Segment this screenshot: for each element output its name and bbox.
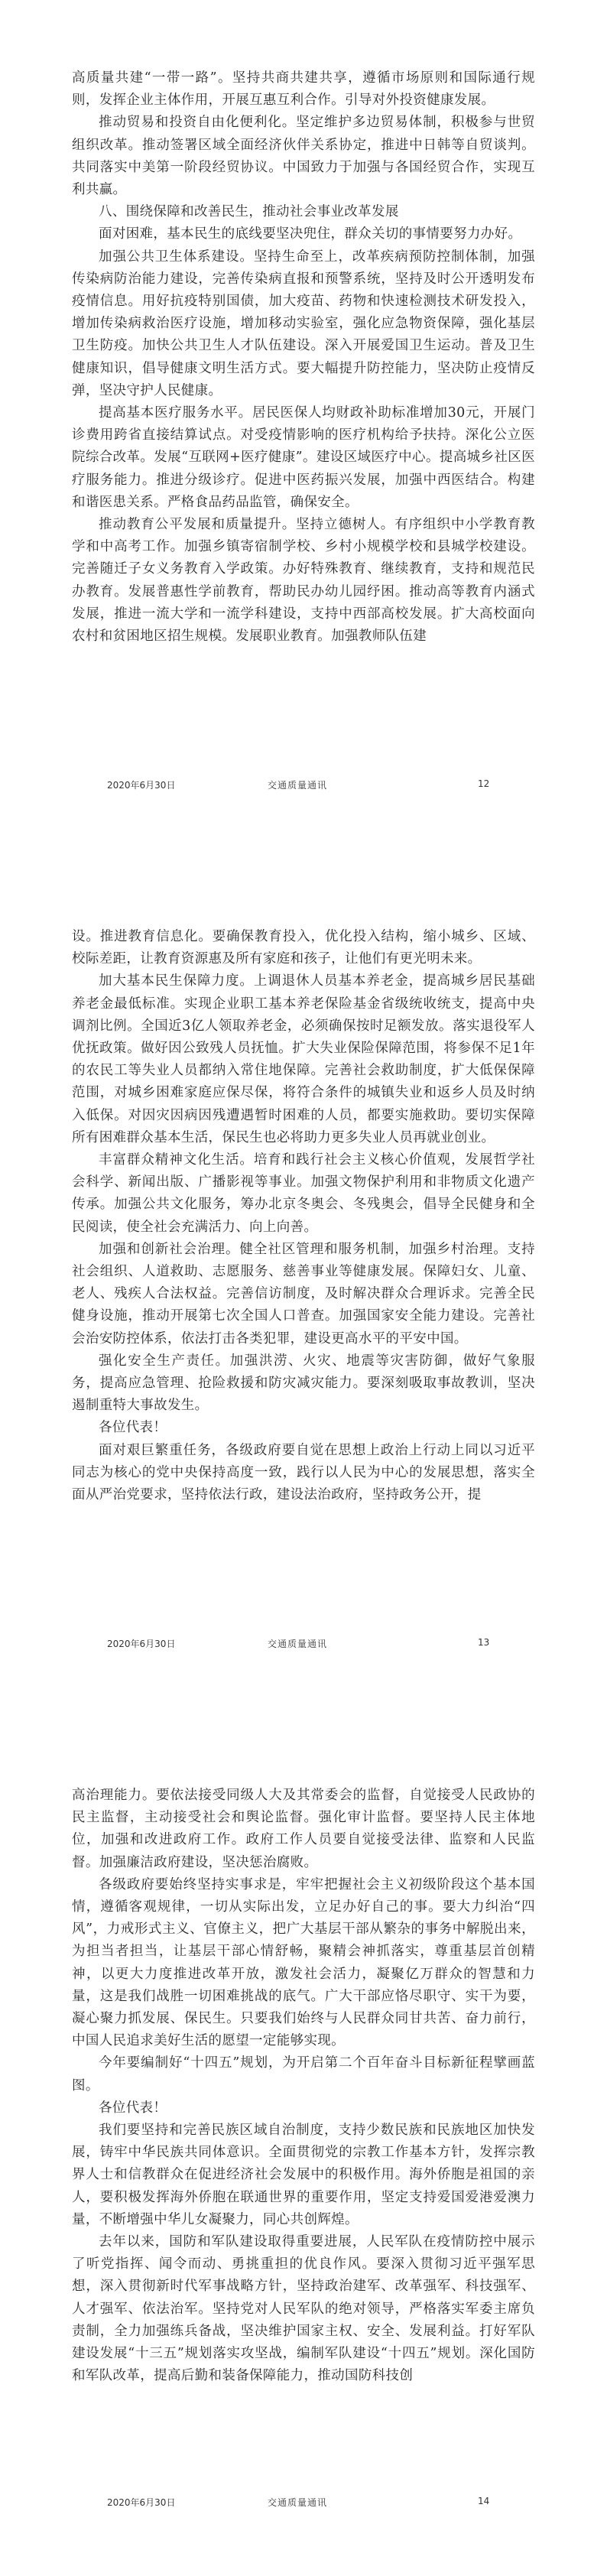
footer-date: 2020年6月30日 — [107, 780, 176, 791]
page-number: 12 — [478, 778, 490, 789]
page-body — [72, 67, 535, 648]
paragraph: 加大基本民生保障力度。上调退休人员基本养老金，提高城乡居民基础养老金最低标准。实现企业职工基本养老保险基金省级统收统支，提高中央调剂比例。全国近3亿人领取养老金，必须确保按时足额发放。落实退役军人优抚政策。做好因公致残人员抚恤。扩大失业保险保障范围，将参保不足1年的农民工等失业人员都纳入常住地保障。完善社会救助制度，扩大低保保障范围，对城乡困难家庭应保尽保，将符合条件的城镇失业和返乡人员及时纳入低保。对因灾因病因残遭遇暂时困难的人员，都要实施救助。要切实保障所有困难群众基本生活，保民生也必将助力更多失业人员再就业创业。 — [72, 973, 535, 1145]
footer-date: 2020年6月30日 — [107, 1639, 176, 1649]
paragraph: 去年以来，国防和军队建设取得重要进展，人民军队在疫情防控中展示了听党指挥、闻令而动、勇挑重担的优良作风。要深入贯彻习近平强军思想，深入贯彻新时代军事战略方针，坚持政治建军、改革强军、科技强军、人才强军、依法治军。坚持党对人民军队的绝对领导，严格落实军委主席负责制，全力加强练兵备战，坚决维护国家主权、安全、发展利益。打好军队建设发展“十三五”规划落实攻坚战，编制军队建设“十四五”规划。深化国防和军队改革，提高后勤和装备保障能力，推动国防科技创 — [72, 2234, 535, 2384]
paragraph: 今年要编制好“十四五”规划，为开启第二个百年奋斗目标新征程擘画蓝图。 — [72, 2055, 535, 2094]
paragraph: 推动教育公平发展和质量提升。坚持立德树人。有序组织中小学教育教学和中高考工作。加强乡镇寄宿制学校、乡村小规模学校和县城学校建设。完善随迁子女义务教育入学政策。办好特殊教育、继续教育，支持和规范民办教育。发展普惠性学前教育，帮助民办幼儿园纾困。推动高等教育内涵式发展，推进一流大学和一流学科建设，支持中西部高校发展。扩大高校面向农村和贫困地区招生规模。发展职业教育。加强教师队伍建 — [72, 517, 535, 645]
paragraph: 强化安全生产责任。加强洪涝、火灾、地震等灾害防御，做好气象服务，提高应急管理、抢险救援和防灾减灾能力。要深刻吸取事故教训，坚决遏制重特大事故发生。 — [72, 1353, 535, 1414]
document-page-13 — [0, 859, 607, 1717]
salutation: 各位代表！ — [99, 2100, 167, 2116]
paragraph: 我们要坚持和完善民族区域自治制度，支持少数民族和民族地区加快发展，铸牢中华民族共同体意识。全面贯彻党的宗教工作基本方针，发挥宗教界人士和信教群众在促进经济社会发展中的积极作用。海外侨胞是祖国的亲人，要积极发挥海外侨胞在联通世界的重要作用，坚定支持爱国爱港爱澳力量，不断增强中华儿女凝聚力，同心共创辉煌。 — [72, 2123, 535, 2227]
footer-publication: 交通质量通讯 — [268, 1639, 328, 1649]
page-number: 14 — [478, 2496, 490, 2506]
paragraph: 各级政府要始终坚持实事求是，牢牢把握社会主义初级阶段这个基本国情，遵循客观规律，一切从实际出发，立足办好自己的事。要大力纠治“四风”，力戒形式主义、官僚主义，把广大基层干部从繁杂的事务中解脱出来，为担当者担当，让基层干部心情舒畅，聚精会神抓落实，尊重基层首创精神，以更大力度推进改革开放，激发社会活力，凝聚亿万群众的智慧和力量，这是我们战胜一切困难挑战的底气。广大干部应恪尽职守、实干为要，凝心聚力抓发展、保民生。只要我们始终与人民群众同甘共苦、奋力前行，中国人民追求美好生活的愿望一定能够实现。 — [72, 1876, 535, 2049]
footer-publication: 交通质量通讯 — [268, 2497, 328, 2508]
salutation: 各位代表！ — [99, 1420, 167, 1436]
footer-date: 2020年6月30日 — [107, 2497, 176, 2508]
section-heading: 八、围绕保障和改善民生，推动社会事业改革发展 — [99, 204, 399, 220]
paragraph: 提高基本医疗服务水平。居民医保人均财政补助标准增加30元，开展门诊费用跨省直接结算试点。对受疫情影响的医疗机构给予扶持。深化公立医院综合改革。发展“互联网+医疗健康”。建设区域医疗中心。提高城乡社区医疗服务能力。推进分级诊疗。促进中医药振兴发展，加强中西医结合。构建和谐医患关系。严格食品药品监管，确保安全。 — [72, 405, 535, 510]
paragraph: 高治理能力。要依法接受同级人大及其常委会的监督，自觉接受人民政协的民主监督，主动接受社会和舆论监督。强化审计监督。要坚持人民主体地位，加强和改进政府工作。政府工作人员要自觉接受法律、监察和人民监督。加强廉洁政府建设，坚决惩治腐败。 — [72, 1788, 535, 1870]
paragraph: 丰富群众精神文化生活。培育和践行社会主义核心价值观，发展哲学社会科学、新闻出版、广播影视等事业。加强文物保护利用和非物质文化遗产传承。加强公共文化服务，筹办北京冬奥会、冬残奥会，倡导全民健身和全民阅读，使全社会充满活力、向上向善。 — [72, 1152, 535, 1235]
page-footer — [0, 1637, 607, 1652]
paragraph: 加强和创新社会治理。健全社区管理和服务机制，加强乡村治理。支持社会组织、人道救助、志愿服务、慈善事业等健康发展。保障妇女、儿童、老人、残疾人合法权益。完善信访制度，及时解决群众合理诉求。完善全民健身设施，推动开展第七次全国人口普查。加强国家安全能力建设。完善社会治安防控体系，依法打击各类犯罪，建设更高水平的平安中国。 — [72, 1241, 535, 1346]
paragraph: 推动贸易和投资自由化便利化。坚定维护多边贸易体制，积极参与世贸组织改革。推动签署区域全面经济伙伴关系协定，推进中日韩等自贸谈判。共同落实中美第一阶段经贸协议。中国致力于加强与各国经贸合作，实现互利共赢。 — [72, 115, 535, 198]
paragraph: 加强公共卫生体系建设。坚持生命至上，改革疾病预防控制体制，加强传染病防治能力建设，完善传染病直报和预警系统，坚持及时公开透明发布疫情信息。用好抗疫特别国债，加大疫苗、药物和快速检测技术研发投入，增加传染病救治医疗设施，增加移动实验室，强化应急物资保障，强化基层卫生防疫。加快公共卫生人才队伍建设。深入开展爱国卫生运动。普及卫生健康知识，倡导健康文明生活方式。要大幅提升防控能力，坚决防止疫情反弹，坚决守护人民健康。 — [72, 249, 535, 398]
page-number: 13 — [478, 1637, 490, 1648]
page-footer — [0, 2496, 607, 2511]
document-page-14 — [0, 1717, 607, 2576]
paragraph: 面对艰巨繁重任务，各级政府要自觉在思想上政治上行动上同以习近平同志为核心的党中央保持高度一致，践行以人民为中心的发展思想，落实全面从严治党要求，坚持依法行政，建设法治政府，坚持政务公开，提 — [72, 1442, 535, 1503]
paragraph: 设。推进教育信息化。要确保教育投入，优化投入结构，缩小城乡、区域、校际差距，让教育资源惠及所有家庭和孩子，让他们有更光明未来。 — [72, 929, 535, 967]
footer-publication: 交通质量通讯 — [268, 780, 328, 791]
page-body — [72, 926, 535, 1506]
page-footer — [0, 778, 607, 794]
page-body — [72, 1785, 535, 2387]
paragraph: 面对困难，基本民生的底线要坚决兜住，群众关切的事情要努力办好。 — [99, 226, 522, 242]
paragraph: 高质量共建“一带一路”。坚持共商共建共享，遵循市场原则和国际通行规则，发挥企业主体作用，开展互惠互利合作。引导对外投资健康发展。 — [72, 70, 535, 109]
document-page-12 — [0, 0, 607, 859]
